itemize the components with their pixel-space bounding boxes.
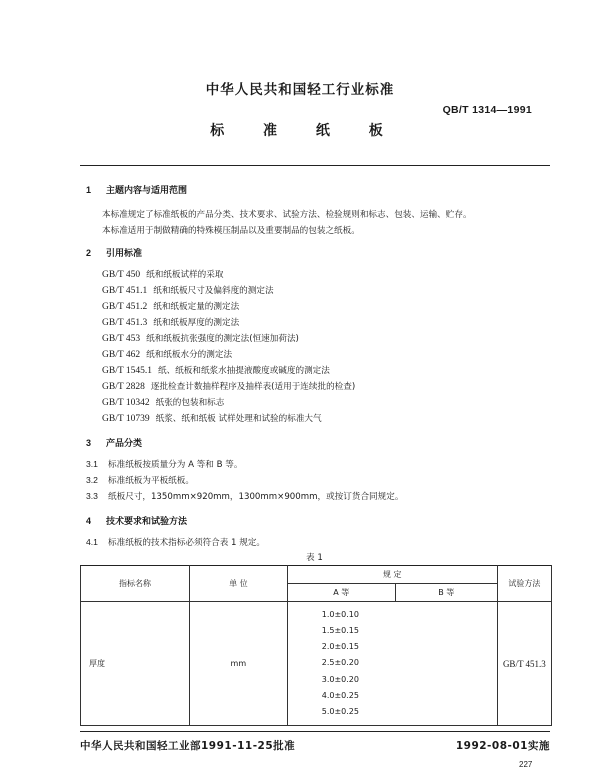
reference-code: GB/T 1545.1	[102, 366, 152, 376]
issuing-organization: 中华人民共和国轻工行业标准	[205, 82, 395, 98]
header-unit: 单 位	[189, 566, 287, 602]
thickness-value: 1.5±0.15	[321, 625, 359, 635]
reference-title: 纸浆、纸和纸板 试样处理和试验的标准大气	[155, 414, 322, 424]
reference-code: GB/T 450	[102, 270, 141, 280]
section-title: 主题内容与适用范围	[106, 186, 188, 196]
section-title: 技术要求和试验方法	[106, 517, 188, 527]
reference-item	[102, 284, 274, 296]
header-spec: 规 定	[287, 566, 497, 584]
section-title: 产品分类	[106, 439, 143, 449]
reference-item	[102, 412, 322, 424]
table-row	[81, 602, 552, 726]
clause-text: 标准纸板的技术指标必须符合表 1 规定。	[108, 538, 266, 548]
clause-3-2	[86, 474, 194, 486]
footer-rule	[80, 731, 550, 732]
thickness-value: 1.0±0.10	[321, 609, 359, 619]
reference-item	[102, 348, 232, 360]
clause-text: 标准纸板按质量分为 A 等和 B 等。	[108, 460, 243, 470]
reference-code: GB/T 451.1	[102, 286, 148, 296]
reference-code: GB/T 10739	[102, 414, 150, 424]
clause-number: 4.1	[86, 537, 98, 547]
reference-title: 纸和纸板厚度的测定法	[153, 318, 240, 328]
section-1-heading	[86, 183, 187, 196]
cell-indicator: 厚度	[81, 602, 190, 726]
header-rule	[80, 165, 550, 166]
reference-code: GB/T 453	[102, 334, 141, 344]
clause-number: 3.2	[86, 475, 98, 485]
cell-method: GB/T 451.3	[497, 602, 551, 726]
reference-code: GB/T 451.2	[102, 302, 148, 312]
page-number: 227	[519, 760, 533, 769]
reference-title: 逐批检查计数抽样程序及抽样表(适用于连续批的检查)	[150, 382, 356, 392]
section-1-para-1: 本标准规定了标准纸板的产品分类、技术要求、试验方法、检验规则和标志、包装、运输、贮存。	[102, 210, 472, 220]
implementation-date: 1992-08-01实施	[455, 740, 550, 752]
cell-values	[287, 602, 497, 726]
reference-title: 纸、纸板和纸浆水抽提液酸度或碱度的测定法	[157, 366, 330, 376]
standard-number: QB/T 1314—1991	[442, 104, 532, 116]
reference-code: GB/T 451.3	[102, 318, 148, 328]
thickness-value: 2.0±0.15	[321, 642, 359, 652]
reference-item	[102, 316, 239, 328]
header-method: 试验方法	[497, 566, 551, 602]
clause-3-3	[86, 490, 403, 502]
reference-title: 纸和纸板抗张强度的测定法(恒速加荷法)	[146, 334, 299, 344]
reference-title: 纸和纸板尺寸及偏斜度的测定法	[153, 286, 274, 296]
reference-item	[102, 332, 299, 344]
clause-number: 3.3	[86, 491, 98, 501]
section-3-heading	[86, 436, 142, 449]
section-4-heading	[86, 514, 187, 527]
section-title: 引用标准	[106, 249, 143, 259]
thickness-value: 3.0±0.20	[321, 674, 359, 684]
technical-indicators-table	[80, 565, 552, 726]
header-grade-a: A 等	[287, 584, 395, 602]
document-title: 标 准 纸 板	[210, 123, 400, 139]
reference-title: 纸张的包装和标志	[155, 398, 225, 408]
section-1-para-2: 本标准适用于制做精确的特殊模压制品以及重要制品的包装之纸板。	[102, 226, 360, 236]
reference-code: GB/T 10342	[102, 398, 150, 408]
reference-item	[102, 364, 330, 376]
clause-number: 3.1	[86, 459, 98, 469]
thickness-value: 4.0±0.25	[321, 690, 359, 700]
reference-code: GB/T 462	[102, 350, 141, 360]
table-caption: 表 1	[306, 553, 323, 563]
section-number: 2	[86, 248, 92, 258]
clause-text: 标准纸板为平板纸板。	[108, 476, 194, 486]
reference-item	[102, 396, 224, 408]
clause-4-1	[86, 536, 265, 548]
thickness-value: 2.5±0.20	[321, 658, 359, 668]
reference-item	[102, 300, 239, 312]
reference-title: 纸和纸板定量的测定法	[153, 302, 240, 312]
reference-item	[102, 380, 355, 392]
reference-item	[102, 268, 223, 280]
clause-text: 纸板尺寸，1350mm×920mm，1300mm×900mm，或按订货合同规定。	[108, 492, 404, 502]
reference-title: 纸和纸板水分的测定法	[146, 350, 233, 360]
reference-title: 纸和纸板试样的采取	[146, 270, 224, 280]
header-indicator: 指标名称	[81, 566, 190, 602]
thickness-value: 5.0±0.25	[321, 707, 359, 716]
section-number: 1	[86, 185, 92, 195]
section-number: 3	[86, 438, 92, 448]
reference-code: GB/T 2828	[102, 382, 145, 392]
section-2-heading	[86, 246, 142, 259]
header-grade-b: B 等	[395, 584, 497, 602]
approval-statement: 中华人民共和国轻工业部1991-11-25批准	[80, 740, 296, 752]
clause-3-1	[86, 458, 242, 470]
cell-unit: mm	[189, 602, 287, 726]
section-number: 4	[86, 516, 92, 526]
